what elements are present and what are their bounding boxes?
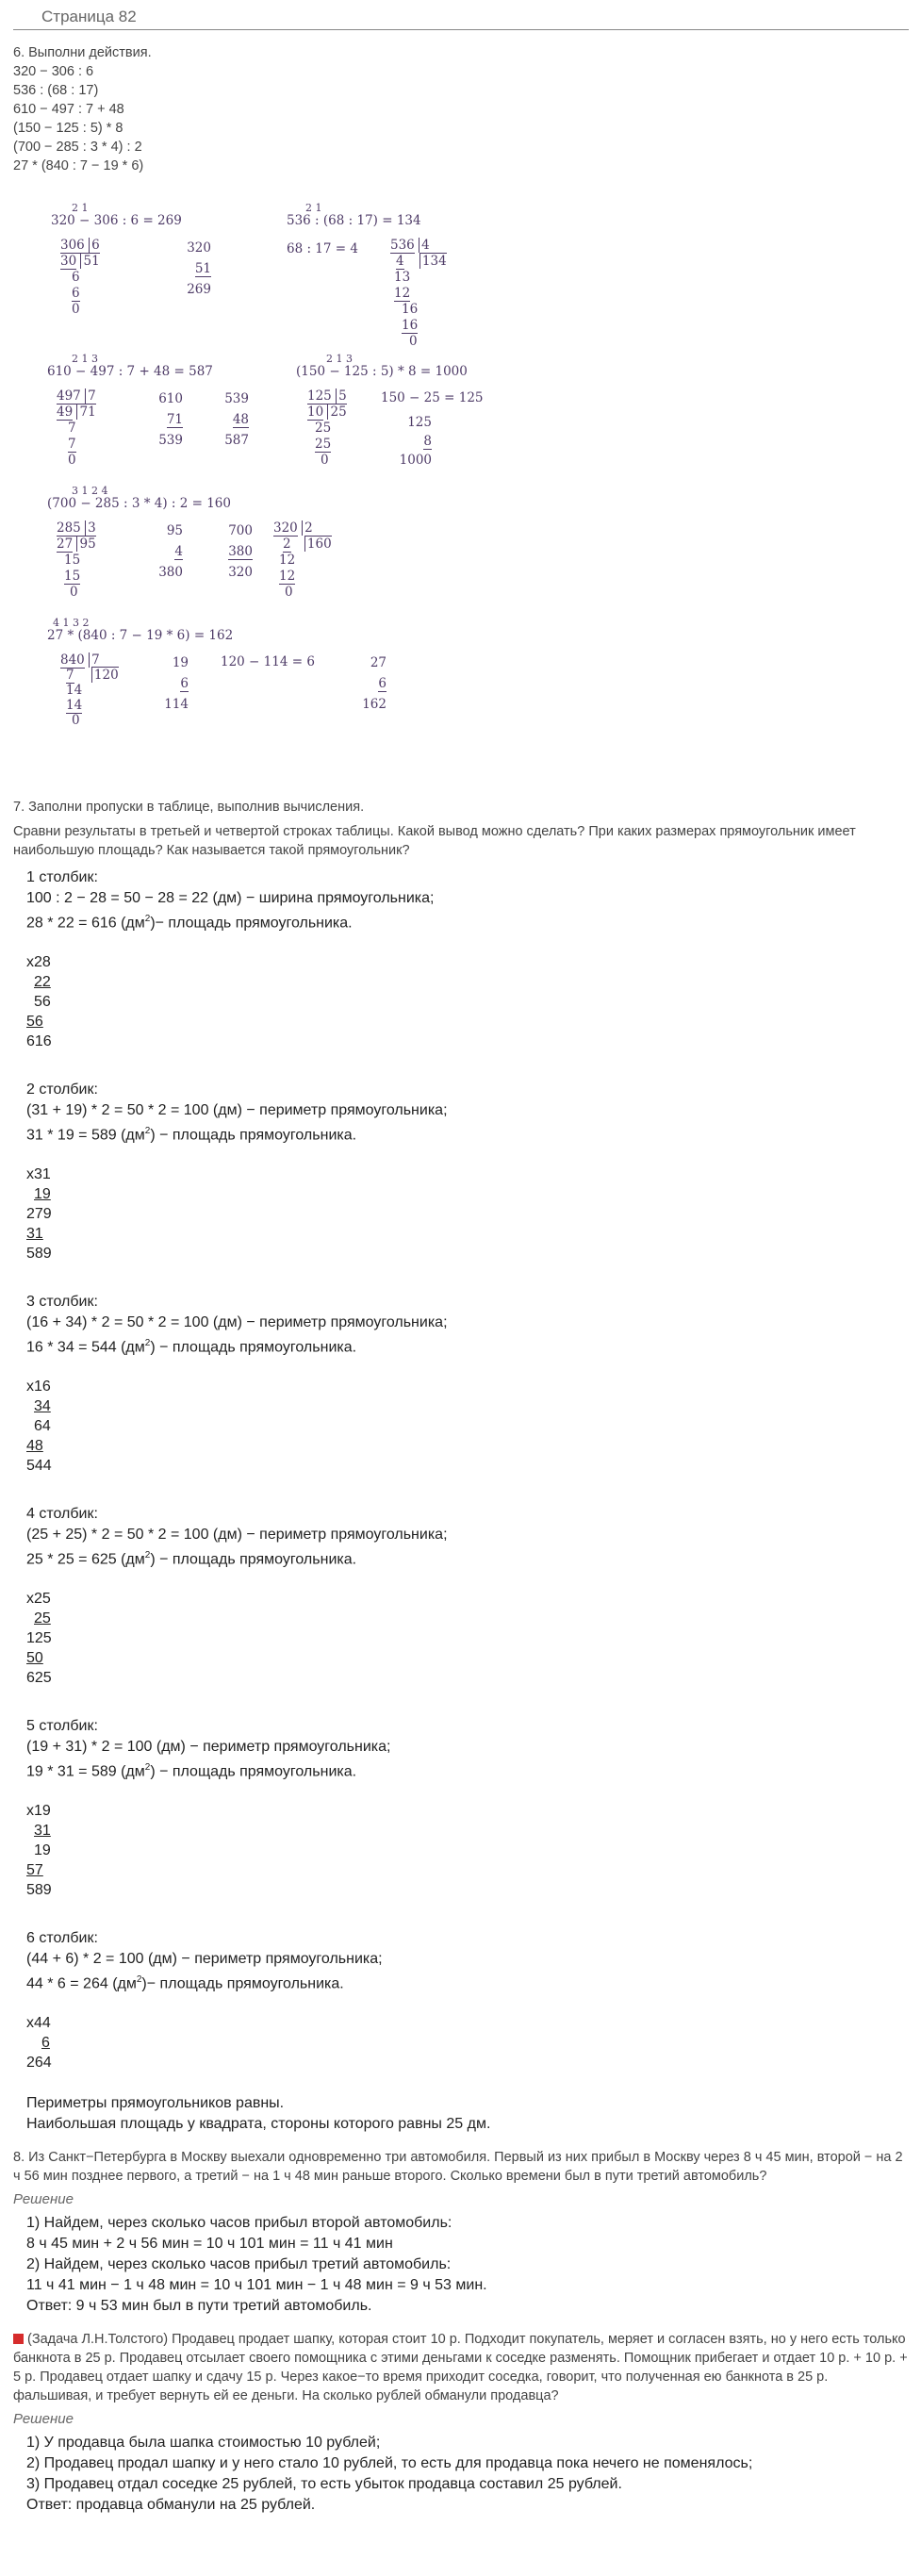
- task6-line: 320 − 306 : 6: [13, 64, 94, 79]
- column-line: 28 * 22 = 616 $(дм^2)-$ площадь прямоугольника.: [26, 914, 353, 932]
- column-line: (25 + 25) * 2 = 50 * 2 = 100 (дм) − периметр прямоугольника;: [26, 1527, 448, 1543]
- column-title: 4 столбик:: [26, 1506, 98, 1522]
- division-a: 306 6 30 51 6 6 0: [60, 238, 100, 317]
- expression-c: 610 − 497 : 7 + 48 = 587: [47, 364, 213, 379]
- column-line: (44 + 6) * 2 = 100 (дм) − периметр прямоугольника;: [26, 1951, 383, 1967]
- expression-f: 27 * (840 : 7 − 19 * 6) = 162: [47, 628, 234, 643]
- column-line: (16 + 34) * 2 = 50 * 2 = 100 (дм) − периметр прямоугольника;: [26, 1314, 448, 1330]
- column-multiplication: x28 22 56 56 616: [26, 954, 52, 1050]
- order-marks: 3 1 2 4: [72, 485, 108, 497]
- task6-line: (700 − 285 : 3 * 4) : 2: [13, 140, 142, 155]
- task9-solution: [13, 2433, 909, 2516]
- task6-handwritten-work: [13, 194, 909, 732]
- solution-line: Ответ: 9 ч 53 мин был в пути третий автомобиль.: [26, 2298, 372, 2314]
- task7-solution: [13, 867, 909, 2135]
- expression-a: 320 − 306 : 6 = 269: [51, 213, 182, 228]
- subtraction-c: 610 71 539: [158, 391, 183, 448]
- task8-solution: [13, 2213, 909, 2317]
- task6-heading: 6. Выполни действия.: [13, 45, 152, 60]
- conclusion: Наибольшая площадь у квадрата, стороны которого равны 25 дм.: [26, 2116, 491, 2132]
- division-e2: 320 2 2 160 12 12 0: [273, 520, 332, 600]
- task6-statement: [13, 43, 909, 175]
- solution-line: 8 ч 45 мин + 2 ч 56 мин = 10 ч 101 мин = 11 ч 41 мин: [26, 2236, 393, 2252]
- division-f: 840 7 7 120 14 14 0: [60, 652, 119, 728]
- expression-e: (700 − 285 : 3 * 4) : 2 = 160: [47, 496, 231, 511]
- division-c: 497 7 49 71 7 7 0: [57, 388, 96, 468]
- column-title: 1 столбик:: [26, 869, 98, 885]
- division-b: 536 4 4 134 13 12 16 16 0: [390, 238, 447, 349]
- page-title: Страница 82: [13, 0, 909, 30]
- order-marks: 2 1: [305, 202, 322, 214]
- line-b: 68 : 17 = 4: [287, 241, 358, 256]
- solution-line: 3) Продавец отдал соседке 25 рублей, то есть убыток продавца составил 25 рублей.: [26, 2476, 622, 2492]
- expression-d: (150 − 125 : 5) * 8 = 1000: [296, 364, 468, 379]
- column-title: 3 столбик:: [26, 1294, 98, 1310]
- column-block: [26, 1504, 909, 1716]
- column-line: 25 * 25 = 625 $(дм^2)$ − площадь прямоугольника.: [26, 1550, 357, 1568]
- subtraction-e: 700 380 320: [228, 523, 253, 580]
- division-d: 125 5 10 25 25 25 0: [307, 388, 347, 468]
- column-block: [26, 1292, 909, 1504]
- column-multiplication: x44 6 264: [26, 2015, 52, 2072]
- expression-b: 536 : (68 : 17) = 134: [287, 213, 421, 228]
- column-multiplication: x25 25 125 50 625: [26, 1591, 52, 1687]
- column-multiplication: x31 19 279 31 589: [26, 1166, 52, 1263]
- task8-text: 8. Из Санкт−Петербурга в Москву выехали одновременно три автомобиля. Первый из них прибыл в Москву через 8 ч 45 мин, второй − на 2 ч 56 мин позднее первого, а третий − на 1 ч 48 мин раньше второго. Сколько времени был в пути третий автомобиль?: [13, 2150, 903, 2184]
- line-f: 120 − 114 = 6: [221, 654, 315, 669]
- column-title: 6 столбик:: [26, 1930, 98, 1946]
- multiplication-d: 125 8 1000: [399, 415, 432, 468]
- page: [13, 0, 909, 2516]
- column-line: 44 * 6 = 264 $(дм^2)-$ площадь прямоугольника.: [26, 1974, 344, 1992]
- solution-line: Ответ: продавца обманули на 25 рублей.: [26, 2497, 316, 2513]
- solution-label: Решение: [13, 2191, 74, 2207]
- column-line: 31 * 19 = 589 $(дм^2)$ − площадь прямоугольника.: [26, 1126, 357, 1144]
- column-line: 19 * 31 = 589 $(дм^2)$ − площадь прямоугольника.: [26, 1762, 357, 1780]
- order-marks: 2 1 3: [72, 353, 98, 365]
- column-multiplication: x19 31 19 57 589: [26, 1803, 52, 1899]
- conclusion: Периметры прямоугольников равны.: [26, 2095, 285, 2111]
- order-marks: 2 1: [72, 202, 89, 214]
- multiplication-f: 19 6 114: [164, 655, 189, 712]
- solution-line: 1) Найдем, через сколько часов прибыл второй автомобиль:: [26, 2215, 452, 2231]
- multiplication-e: 95 4 380: [158, 523, 183, 580]
- task7-question: Сравни результаты в третьей и четвертой строках таблицы. Какой вывод можно сделать? При каких размерах прямоугольник имеет наибольшую площадь? Как называется такой прямоугольник?: [13, 824, 856, 858]
- solution-line: 11 ч 41 мин − 1 ч 48 мин = 10 ч 101 мин − 1 ч 48 мин = 9 ч 53 мин.: [26, 2277, 487, 2293]
- task9-text: (Задача Л.Н.Толстого) Продавец продает шапку, которая стоит 10 р. Подходит покупатель, меряет и согласен взять, но у него есть только банкнота в 25 р. Продавец отсылает своего помощника с этими деньгами к соседке разменять. Помощник прибегает и отдает 10 р. + 10 р. + 5 р. Продавец отдает шапку и сдачу 15 р. Через какое−то время приходит соседка, говорит, что полученная ею банкнота в 25 р. фальшивая, и требует вернуть ей ее деньги. На сколько рублей обманули продавца?: [13, 2332, 908, 2403]
- solution-line: 2) Найдем, через сколько часов прибыл третий автомобиль:: [26, 2256, 452, 2272]
- division-e: 285 3 27 95 15 15 0: [57, 520, 96, 600]
- task-marker-icon: [13, 2334, 24, 2344]
- subtraction-a: 320 51 269: [187, 240, 211, 297]
- addition-c: 539 48 587: [224, 391, 249, 448]
- column-line: (31 + 19) * 2 = 50 * 2 = 100 (дм) − периметр прямоугольника;: [26, 1102, 448, 1118]
- column-line: 100 : 2 − 28 = 50 − 28 = 22 (дм) − ширина прямоугольника;: [26, 890, 435, 906]
- column-line: 16 * 34 = 544 $(дм^2)$ − площадь прямоугольника.: [26, 1338, 357, 1356]
- multiplication-f2: 27 6 162: [362, 655, 386, 712]
- column-block: [26, 867, 909, 1080]
- column-line: (19 + 31) * 2 = 100 (дм) − периметр прямоугольника;: [26, 1739, 391, 1755]
- column-block: [26, 1080, 909, 1292]
- task6-line: 536 : (68 : 17): [13, 83, 99, 98]
- column-block: [26, 1928, 909, 2093]
- task6-line: 610 − 497 : 7 + 48: [13, 102, 124, 117]
- line-d: 150 − 25 = 125: [381, 390, 484, 405]
- task6-line: (150 − 125 : 5) * 8: [13, 121, 123, 136]
- column-title: 2 столбик:: [26, 1082, 98, 1098]
- solution-label: Решение: [13, 2411, 74, 2427]
- column-title: 5 столбик:: [26, 1718, 98, 1734]
- task7-heading: 7. Заполни пропуски в таблице, выполнив вычисления.: [13, 800, 365, 815]
- order-marks: 2 1 3: [326, 353, 353, 365]
- column-multiplication: x16 34 64 48 544: [26, 1379, 52, 1475]
- column-block: [26, 1716, 909, 1928]
- task6-line: 27 * (840 : 7 − 19 * 6): [13, 158, 144, 173]
- solution-line: 1) У продавца была шапка стоимостью 10 рублей;: [26, 2435, 381, 2451]
- solution-line: 2) Продавец продал шапку и у него стало 10 рублей, то есть для продавца пока нечего не поменялось;: [26, 2455, 753, 2471]
- order-marks: 4 1 3 2: [53, 617, 90, 629]
